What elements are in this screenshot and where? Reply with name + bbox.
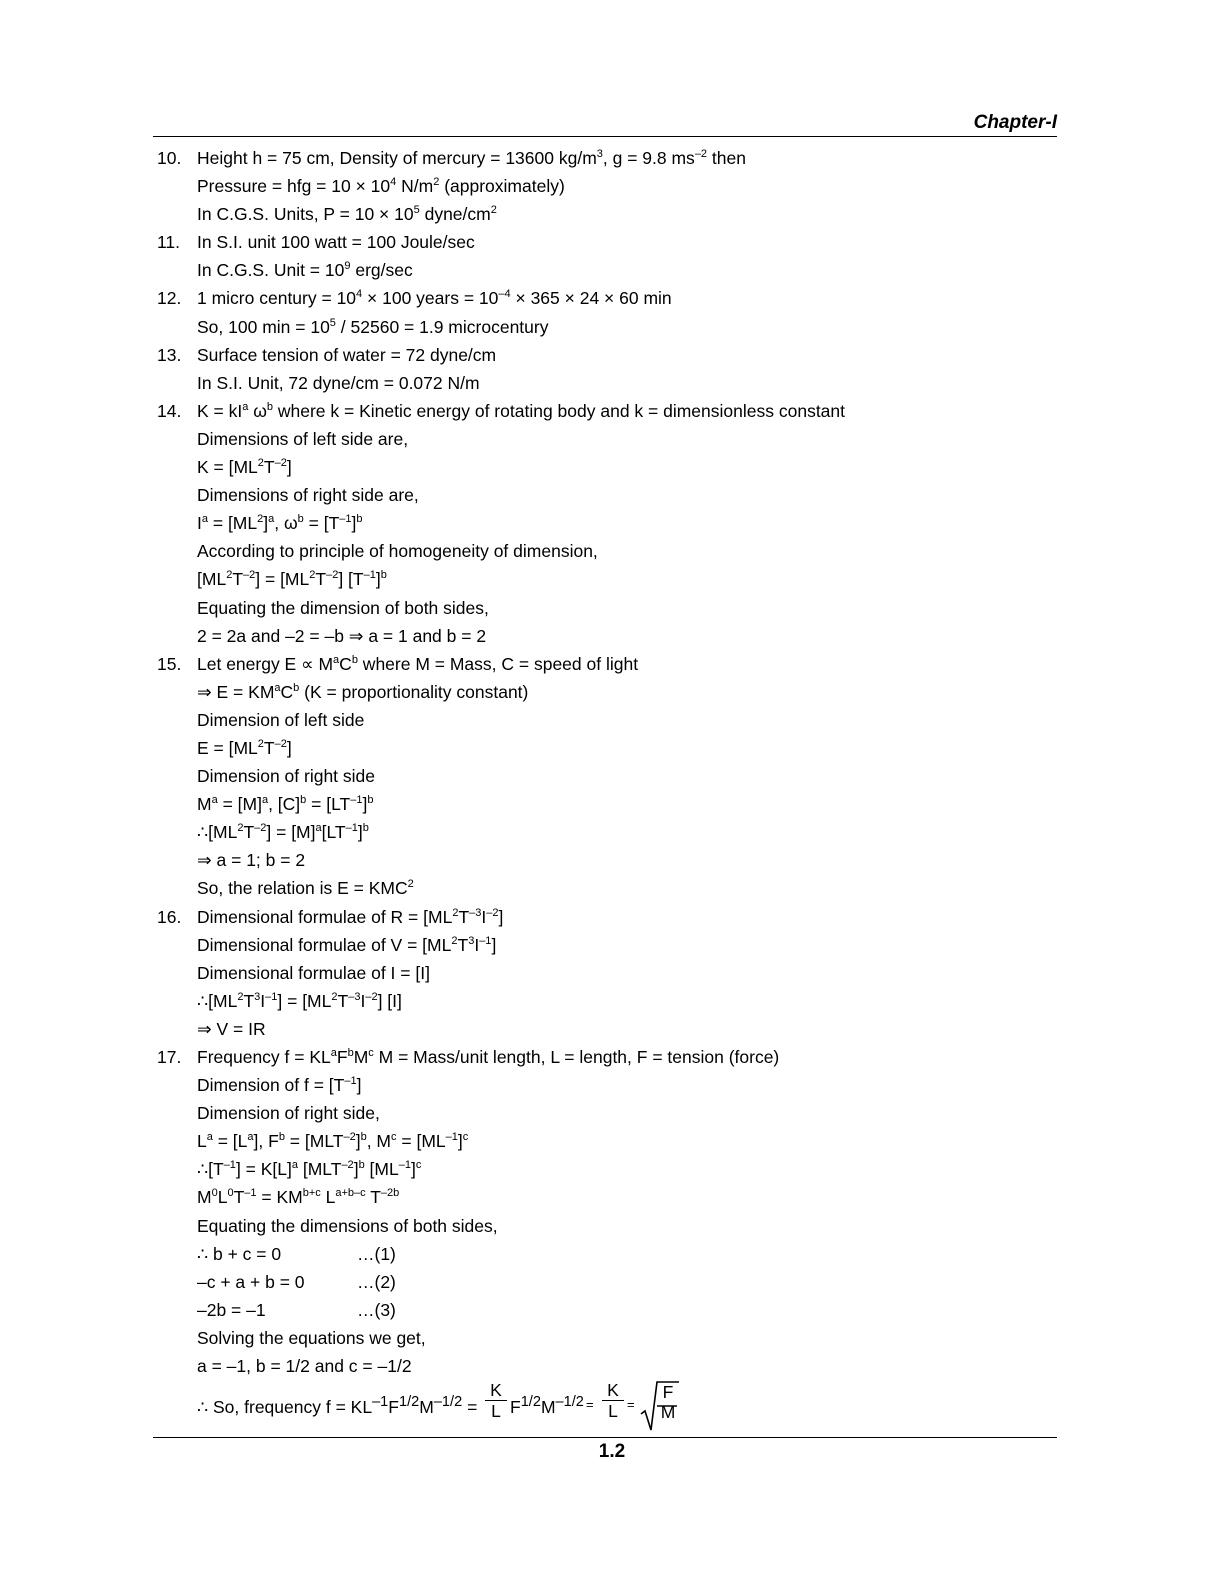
item-number: 13. [157,344,182,365]
line-text: Dimensions of left side are, [197,428,409,449]
line-text: Surface tension of water = 72 dyne/cm [197,344,497,365]
solutions-body [157,144,1057,1380]
line-text: $K = kI^a$ $\omega^b$ where k = Kinetic energy of rotating body and k = dimensionless constant [197,400,846,421]
line-text: 2 = 2a and –2 = –b ⇒ a = 1 and b = 2 [197,625,487,646]
line-text: According to principle of homogeneity of dimension, [197,541,598,562]
line-text: Dimensions of right side are, [197,485,419,506]
line-text: In C.G.S. Unit = $10^9$ erg/sec [197,260,413,281]
item-number: 14. [157,400,182,421]
line-text: ⇒ V = IR [197,1018,266,1039]
line-text: $\therefore[ML^2T^3I^{-1}] = [ML^2T^{-3}I^{-2}]$ [I] [197,990,402,1011]
line-text: Frequency $f = KL^aF^bM^c$ M = Mass/unit length, L = length, F = tension (force) [197,1047,780,1067]
text-line [157,537,1057,565]
text-line [157,1296,1057,1324]
text-line [157,931,1057,959]
text-line [157,874,1057,902]
text-line [157,1127,1057,1155]
text-line [157,1268,1057,1296]
text-line [157,762,1057,790]
line-text: In S.I. unit 100 watt = 100 Joule/sec [197,232,475,253]
text-line [157,284,1057,312]
text-line [157,1071,1057,1099]
text-line [157,1099,1057,1127]
text-line [157,144,1057,172]
line-text: a = –1, b = 1/2 and c = –1/2 [197,1356,412,1377]
text-line [157,650,1057,678]
line-text: $\therefore[T^{-1}] = K[L]^a$ $[MLT^{-2}]^b$ $[ML^{-1}]^c$ [197,1159,422,1180]
text-line [157,172,1057,200]
text-line [157,397,1057,425]
fraction-denominator: L [608,1401,618,1421]
line-text: Dimensional formulae of $V = [ML^2T^3I^{-1}]$ [197,934,497,955]
line-text: In C.G.S. Units, $P = 10 \times 10^5$ dyne/$cm^2$ [197,204,497,225]
line-text: In S.I. Unit, 72 dyne/cm = 0.072 N/m [197,372,480,393]
text-line [157,1015,1057,1043]
text-line [157,706,1057,734]
text-line [157,1183,1057,1211]
line-text: Dimension of left side [197,709,365,730]
line-text: 1 micro century = $10^4 \times 100$ years = $10^{-4} \times 365 \times 24 \times 60$ min [197,288,672,309]
text-line [157,818,1057,846]
fraction-denominator: L [491,1401,501,1421]
text-line [157,565,1057,593]
line-text: ⇒ $E = KM^aC^b$ (K = proportionality constant) [197,681,529,702]
text-line [157,369,1057,397]
fraction-k-over-l [485,1380,507,1421]
line-text: Dimensional formulae of I = [I] [197,962,430,983]
line-text: Pressure = hfg = $10 \times 10^4$ $N/m^2$ (approximately) [197,176,565,197]
line-text: $M^a = [M]^a$, $[C]^b = [LT^{-1}]^b$ [197,794,374,815]
line-text: $[ML^2T^{-2}] = [ML^2T^{-2}]$ $[T^{-1}]^b$ [197,569,387,590]
text-line [157,425,1057,453]
text-line [157,622,1057,650]
line-text: Dimension of right side, [197,1103,380,1124]
line-text: Dimension of $f = [T^{-1}]$ [197,1075,362,1096]
text-line [157,256,1057,284]
text-line [157,678,1057,706]
text-line [157,846,1057,874]
text-line [157,1212,1057,1240]
footer-rule [153,1437,1057,1438]
page-number: 1.2 [598,1441,626,1462]
item-number: 12. [157,288,182,309]
line-text: $\therefore[ML^2T^{-2}] = [M]^a[LT^{-1}]^b$ [197,822,369,843]
text-line [157,313,1057,341]
item-number: 16. [157,906,182,927]
line-text: Equating the dimension of both sides, [197,597,489,618]
text-line [157,200,1057,228]
final-equation-lead: ∴ So, frequency $f = KL^{-1}F^{1/2}M^{-1/2}$ = [197,1394,478,1417]
line-text: Equating the dimensions of both sides, [197,1215,498,1236]
text-line [157,734,1057,762]
text-line [157,1324,1057,1352]
fraction-k-over-l-2 [602,1380,624,1421]
text-line [157,1240,1057,1268]
fraction-numerator: K [485,1380,507,1401]
line-text: So, the relation is $E = KMC^2$ [197,878,414,899]
text-line [157,903,1057,931]
text-line [157,1352,1057,1380]
line-text: Dimension of right side [197,766,375,787]
text-line [157,790,1057,818]
text-line [157,228,1057,256]
line-text: $K = [ML^2T^{-2}]$ [197,457,292,478]
line-text: Let energy $E \propto M^aC^b$ where M = Mass, C = speed of light [197,653,639,674]
text-line [157,959,1057,987]
line-text: –2b = –1 …(3) [197,1299,396,1320]
text-line [157,481,1057,509]
item-number: 17. [157,1047,182,1067]
text-line [157,453,1057,481]
line-text: So, 100 $\min = 10^5 / 52560 = 1.9$ microcentury [197,316,549,337]
text-line [157,509,1057,537]
item-number: 15. [157,653,182,674]
text-line [157,1043,1057,1071]
line-text: $E = [ML^2T^{-2}]$ [197,737,292,758]
text-line [157,1155,1057,1183]
page-header [153,112,1057,137]
equals-sign: = [586,1397,594,1412]
line-text: $I^a = [ML^2]^a$, $\omega^b = [T^{-1}]^b$ [197,513,363,534]
chapter-title: Chapter-I [973,112,1057,133]
text-line [157,594,1057,622]
fraction-numerator: F [662,1382,674,1402]
final-equation [197,1380,897,1432]
text-line [157,341,1057,369]
line-text: Solving the equations we get, [197,1327,426,1348]
line-text: –c + a + b = 0 …(2) [197,1271,396,1292]
line-text: Dimensional formulae of $R = [ML^2T^{-3}I^{-2}]$ [197,906,504,927]
item-number: 11. [157,232,181,253]
line-text: Height h = 75 cm, Density of mercury = 13600 $kg/m^3$, g = 9.8 $ms^{-2}$ then [197,148,746,168]
line-text: $L^a = [L^a]$, $F^b = [MLT^{-2}]^b$, $M^c = [ML^{-1}]^c$ [197,1131,469,1152]
fraction-numerator: K [602,1380,624,1401]
fraction-denominator: M [660,1402,676,1422]
equals-sign-2: = [627,1397,635,1412]
line-text: ∴ b + c = 0 …(1) [197,1243,396,1264]
item-number: 10. [157,148,182,168]
fraction-f-over-m [657,1382,679,1422]
text-line [157,987,1057,1015]
line-text: ⇒ a = 1; b = 2 [197,850,306,871]
line-text: $M^0L^0T^{-1} = KM^{b+c}$ $L^{a+b-c}$ $T^{-2b}$ [197,1187,400,1208]
final-equation-mid: $F^{1/2}M^{-1/2}$ [510,1394,584,1417]
